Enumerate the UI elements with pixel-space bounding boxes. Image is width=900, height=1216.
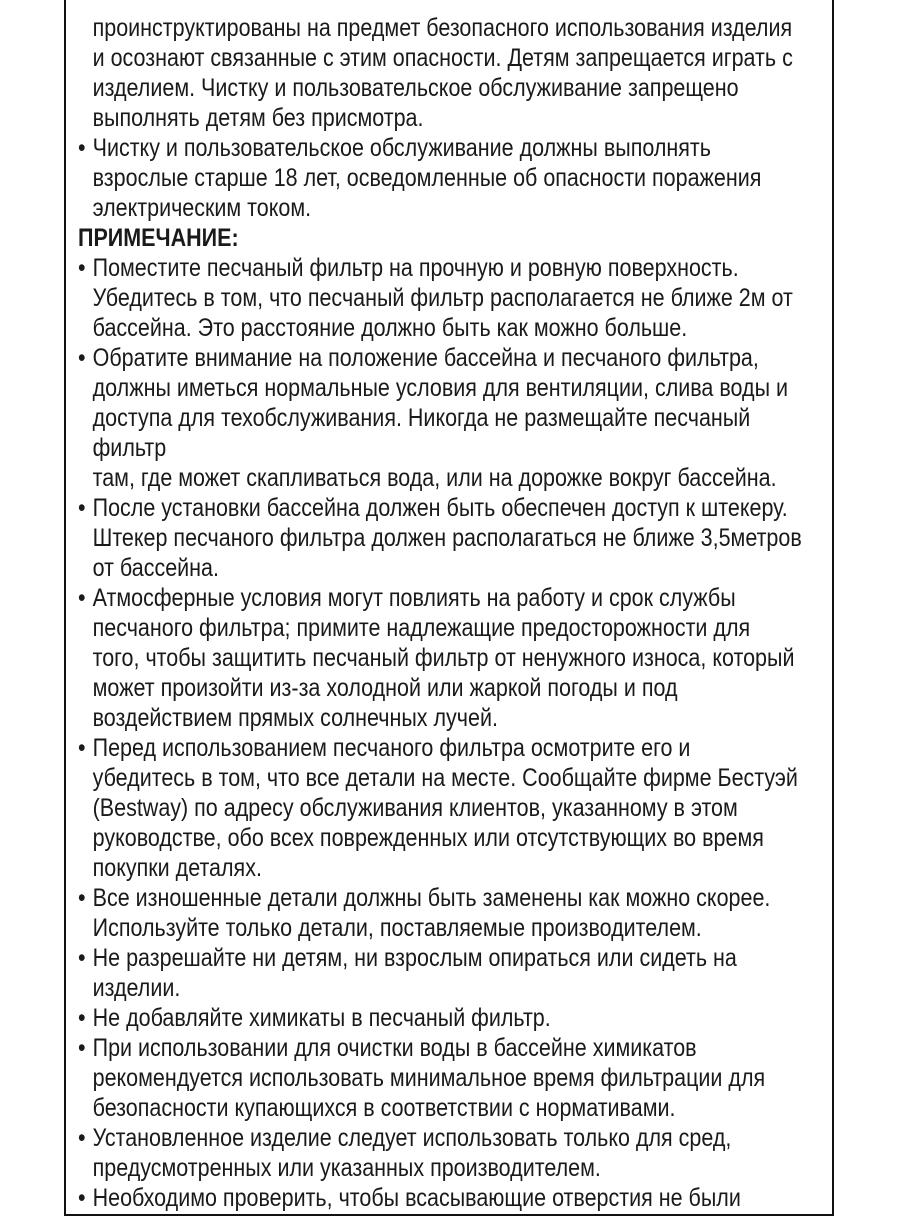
bullet-icon: • <box>78 584 86 612</box>
text-line: может произойти из-за холодной или жаркой погоды и под <box>92 674 678 702</box>
text-line: Обратите внимание на положение бассейна и песчаного фильтра, <box>92 344 759 372</box>
list-item <box>78 1003 826 1033</box>
text-line: руководстве, обо всех поврежденных или отсутствующих во время <box>92 824 764 852</box>
list-item <box>78 583 826 733</box>
text-line: и осознают связанные с этим опасности. Детям запрещается играть с <box>92 44 793 72</box>
text-line: (Bestway) по адресу обслуживания клиентов, указанному в этом <box>92 794 738 822</box>
text-line: После установки бассейна должен быть обеспечен доступ к штекеру. <box>92 494 788 522</box>
continuation-paragraph <box>78 13 826 133</box>
text-line: Поместите песчаный фильтр на прочную и ровную поверхность. <box>92 254 739 282</box>
text-line: Не добавляйте химикаты в песчаный фильтр. <box>92 1004 551 1032</box>
text-line: выполнять детям без присмотра. <box>92 104 424 132</box>
text-line: покупки деталях. <box>92 854 262 882</box>
list-item <box>78 1183 826 1213</box>
text-line: Убедитесь в том, что песчаный фильтр располагается не ближе 2м от <box>92 284 793 312</box>
list-item <box>78 943 826 1003</box>
text-line: рекомендуется использовать минимальное время фильтрации для <box>92 1064 766 1092</box>
bullet-icon: • <box>78 494 86 522</box>
text-line: Не разрешайте ни детям, ни взрослым опираться или сидеть на <box>92 944 737 972</box>
text-line: Штекер песчаного фильтра должен располагаться не ближе 3,5метров <box>92 524 802 552</box>
bullet-icon: • <box>78 1034 86 1062</box>
text-line: песчаного фильтра; примите надлежащие предосторожности для <box>92 614 751 642</box>
text-line: взрослые старше 18 лет, осведомленные об опасности поражения <box>92 164 762 192</box>
text-line: безопасности купающихся в соответствии с нормативами. <box>92 1094 676 1122</box>
list-item <box>78 1033 826 1123</box>
bullet-icon: • <box>78 734 86 762</box>
text-line: того, чтобы защитить песчаный фильтр от ненужного износа, который <box>92 644 795 672</box>
text-line: Чистку и пользовательское обслуживание должны выполнять <box>92 134 711 162</box>
bullet-icon: • <box>78 344 86 372</box>
bullet-icon: • <box>78 1004 86 1032</box>
text-line: бассейна. Это расстояние должно быть как можно больше. <box>92 314 688 342</box>
text-line: убедитесь в том, что все детали на месте. Сообщайте фирме Бестуэй <box>92 764 798 792</box>
bullet-icon: • <box>78 134 86 162</box>
text-line: доступа для техобслуживания. Никогда не размещайте песчаный фильтр <box>92 404 751 462</box>
text-line: там, где может скапливаться вода, или на дорожке вокруг бассейна. <box>92 464 777 492</box>
bullet-icon: • <box>78 1184 86 1212</box>
bullet-icon: • <box>78 884 86 912</box>
text-line: изделии. <box>92 974 181 1002</box>
text-line: Используйте только детали, поставляемые производителем. <box>92 914 702 942</box>
text-line: электрическим током. <box>92 194 312 222</box>
text-line: изделием. Чистку и пользовательское обслуживание запрещено <box>92 74 739 102</box>
list-item <box>78 133 826 223</box>
document-body <box>78 13 826 1213</box>
bullet-icon: • <box>78 1124 86 1152</box>
text-line: предусмотренных или указанных производителем. <box>92 1154 601 1182</box>
text-line: Установленное изделие следует использовать только для сред, <box>92 1124 732 1152</box>
text-line: Перед использованием песчаного фильтра осмотрите его и <box>92 734 691 762</box>
text-line: воздействием прямых солнечных лучей. <box>92 704 498 732</box>
list-item <box>78 493 826 583</box>
text-line: проинструктированы на предмет безопасного использования изделия <box>92 14 793 42</box>
bullet-icon: • <box>78 254 86 282</box>
list-item <box>78 1123 826 1183</box>
text-line: от бассейна. <box>92 554 219 582</box>
text-line: должны иметься нормальные условия для вентиляции, слива воды и <box>92 374 789 402</box>
text-line: Необходимо проверить, чтобы всасывающие отверстия не были <box>92 1184 741 1212</box>
list-item <box>78 883 826 943</box>
text-line: Все изношенные детали должны быть заменены как можно скорее. <box>92 884 771 912</box>
note-heading: ПРИМЕЧАНИЕ: <box>78 224 239 252</box>
text-line: Атмосферные условия могут повлиять на работу и срок службы <box>92 584 736 612</box>
list-item <box>78 343 826 493</box>
list-item <box>78 733 826 883</box>
list-item <box>78 253 826 343</box>
bullet-icon: • <box>78 944 86 972</box>
text-line: При использовании для очистки воды в бассейне химикатов <box>92 1034 697 1062</box>
